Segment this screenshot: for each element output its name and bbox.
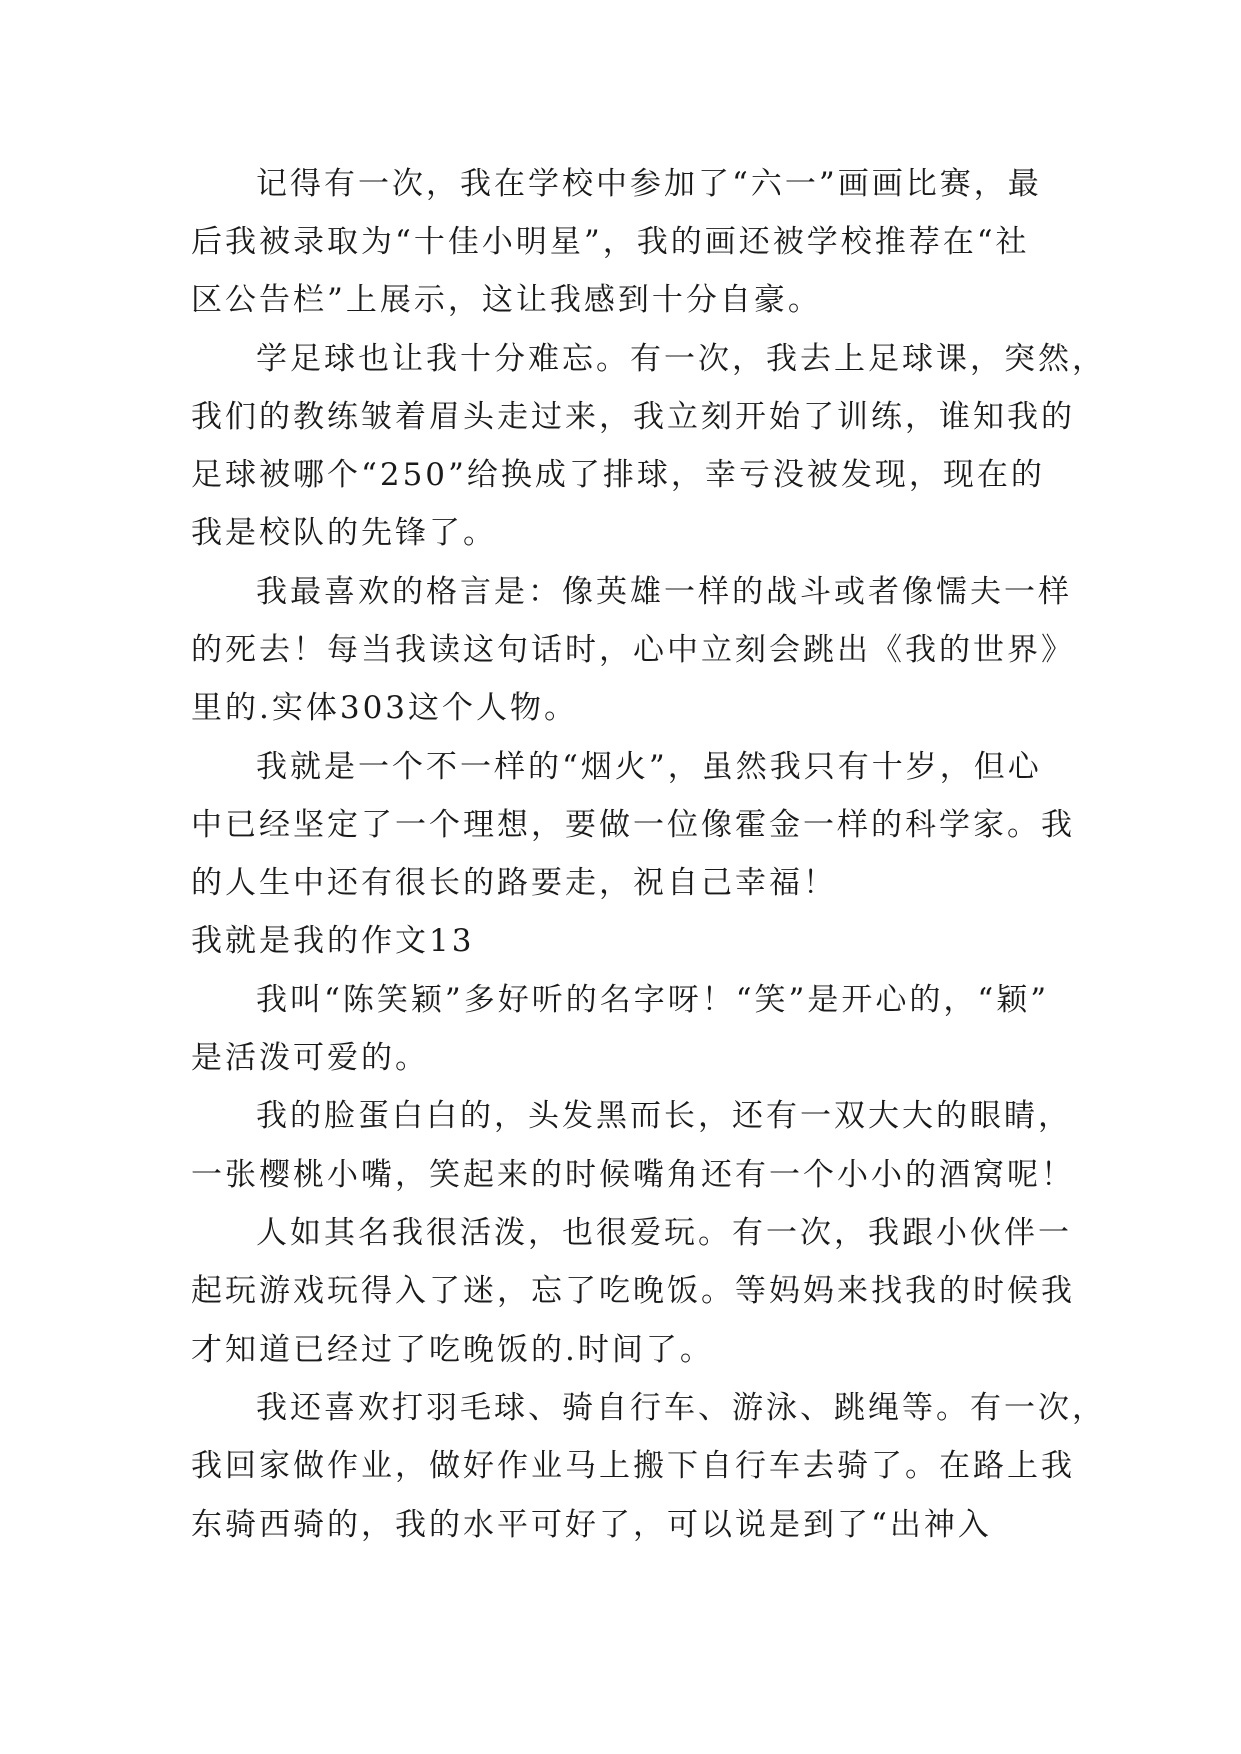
paragraph-line: 我叫“陈笑颖”多好听的名字呀！“笑”是开心的，“颖”	[256, 982, 1050, 1018]
paragraph-line: 中已经坚定了一个理想，要做一位像霍金一样的科学家。我	[191, 807, 1075, 843]
paragraph-line: 后我被录取为“十佳小明星”，我的画还被学校推荐在“社	[191, 224, 1030, 260]
paragraph-line: 我回家做作业，做好作业马上搬下自行车去骑了。在路上我	[191, 1448, 1075, 1484]
paragraph-line: 足球被哪个“250”给换成了排球，幸亏没被发现，现在的	[191, 457, 1045, 493]
paragraph-line: 我就是一个不一样的“烟火”，虽然我只有十岁，但心	[256, 749, 1042, 785]
paragraph-line: 是活泼可爱的。	[191, 1040, 429, 1076]
paragraph-line: 我还喜欢打羽毛球、骑自行车、游泳、跳绳等。有一次，	[256, 1390, 1106, 1426]
paragraph-line: 的死去！每当我读这句话时，心中立刻会跳出《我的世界》	[191, 632, 1075, 668]
paragraph-line: 我最喜欢的格言是：像英雄一样的战斗或者像懦夫一样	[256, 574, 1072, 610]
paragraph-line: 区公告栏”上展示，这让我感到十分自豪。	[191, 282, 822, 318]
paragraph-line: 起玩游戏玩得入了迷，忘了吃晚饭。等妈妈来找我的时候我	[191, 1273, 1075, 1309]
section-heading: 我就是我的作文13	[191, 923, 475, 959]
paragraph-line: 才知道已经过了吃晚饭的.时间了。	[191, 1332, 714, 1368]
paragraph-line: 我们的教练皱着眉头走过来，我立刻开始了训练，谁知我的	[191, 399, 1075, 435]
paragraph-line: 我是校队的先锋了。	[191, 515, 497, 551]
paragraph-line: 我的脸蛋白白的，头发黑而长，还有一双大大的眼睛，	[256, 1098, 1072, 1134]
paragraph-line: 记得有一次，我在学校中参加了“六一”画画比赛，最	[256, 166, 1042, 202]
paragraph-line: 学足球也让我十分难忘。有一次，我去上足球课，突然，	[256, 341, 1106, 377]
paragraph-line: 东骑西骑的，我的水平可好了，可以说是到了“出神入	[191, 1507, 992, 1543]
paragraph-line: 里的.实体303这个人物。	[191, 690, 579, 726]
paragraph-line: 人如其名我很活泼，也很爱玩。有一次，我跟小伙伴一	[256, 1215, 1072, 1251]
paragraph-line: 一张樱桃小嘴，笑起来的时候嘴角还有一个小小的酒窝呢！	[191, 1157, 1075, 1193]
paragraph-line: 的人生中还有很长的路要走，祝自己幸福！	[191, 865, 837, 901]
